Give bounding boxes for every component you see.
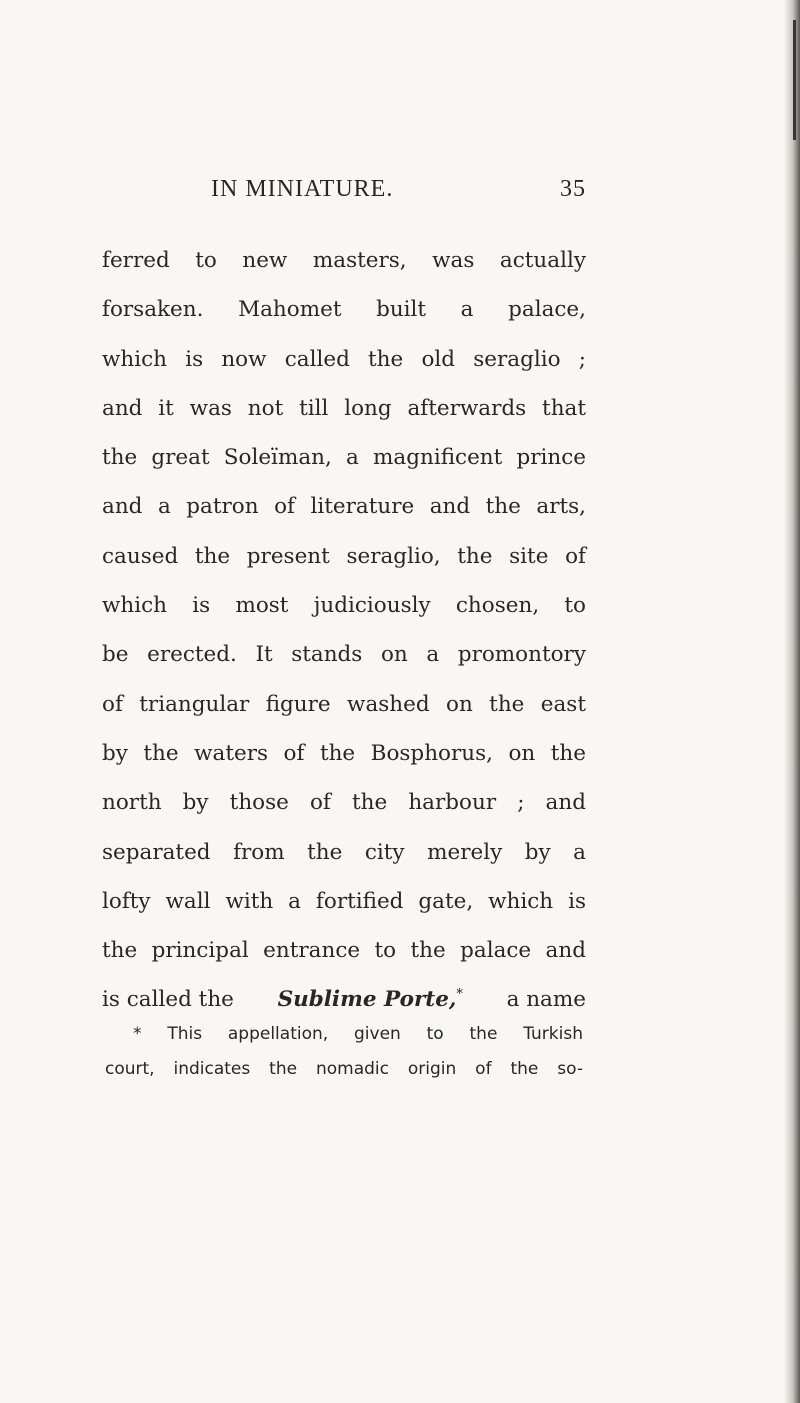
italic-term: Sublime Porte,: [277, 987, 457, 1013]
page-edge-shadow: [784, 0, 800, 1403]
text-line: lofty wall with a fortified gate, which is: [102, 888, 586, 914]
body-text: [102, 236, 586, 1025]
text-line: north by those of the harbour ; and: [102, 790, 586, 816]
running-title: IN MINIATURE.: [211, 176, 394, 202]
text-line: the principal entrance to the palace and: [102, 938, 586, 964]
footnote-line: court, indicates the nomadic origin of the so-: [105, 1059, 583, 1079]
text-line: and it was not till long afterwards that: [102, 395, 586, 421]
text-line: forsaken. Mahomet built a palace,: [102, 297, 586, 323]
text-line: by the waters of the Bosphorus, on the: [102, 740, 586, 766]
text-line: which is most judiciously chosen, to: [102, 593, 586, 619]
text-line: the great Soleïman, a magnificent prince: [102, 445, 586, 471]
text-line: caused the present seraglio, the site of: [102, 543, 586, 569]
text-line: of triangular figure washed on the east: [102, 691, 586, 717]
text-line: which is now called the old seraglio ;: [102, 346, 586, 372]
footnote: [105, 1017, 583, 1087]
page-number: 35: [560, 176, 586, 202]
text-line: ferred to new masters, was actually: [102, 248, 586, 273]
text-line: be erected. It stands on a promontory: [102, 642, 586, 668]
text-line: and a patron of literature and the arts,: [102, 494, 586, 520]
running-header: [211, 176, 586, 216]
text-line: separated from the city merely by a: [102, 839, 586, 865]
binding-edge: [793, 20, 796, 140]
footnote-marker: *: [456, 987, 463, 1003]
footnote-line: * This appellation, given to the Turkish: [133, 1024, 583, 1044]
text-fragment: is called the: [102, 987, 234, 1013]
text-fragment: a name: [506, 987, 586, 1013]
